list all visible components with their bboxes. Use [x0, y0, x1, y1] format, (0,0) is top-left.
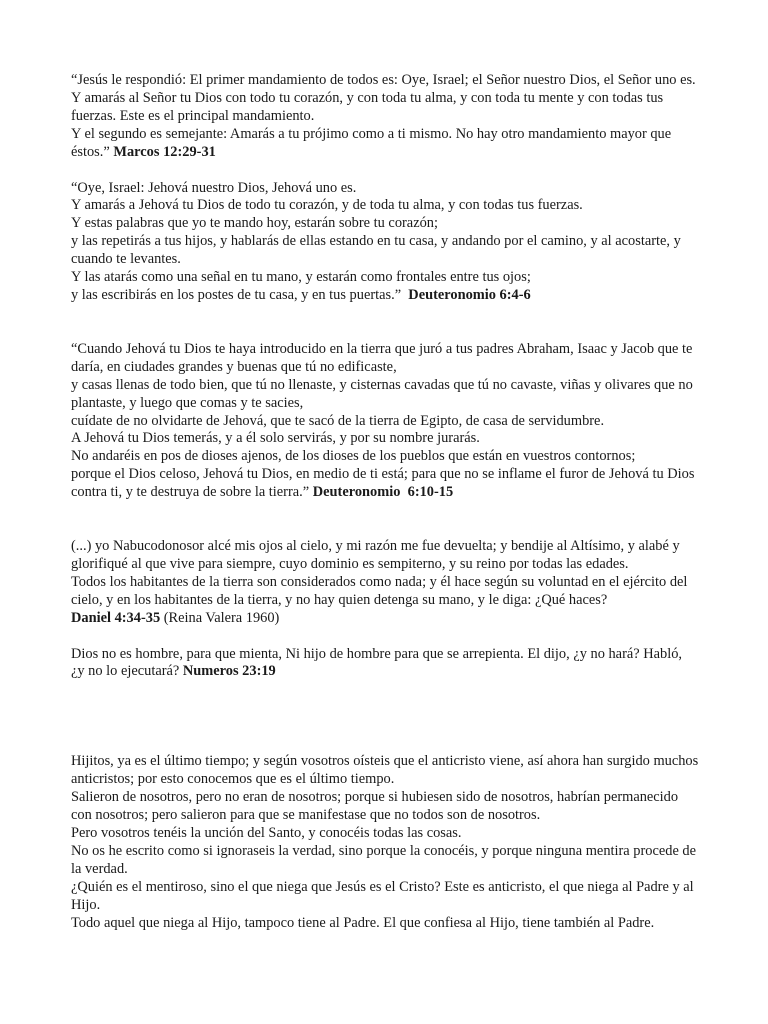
version-note: (Reina Valera 1960)	[160, 609, 280, 626]
passage-marcos	[71, 72, 699, 162]
verse-line	[71, 126, 699, 162]
verse-line: y las repetirás a tus hijos, y hablarás de ellas estando en tu casa, y andando por el camino, y al acostarte, y cuando te levantes.	[71, 233, 681, 268]
verse-line: Y amarás al Señor tu Dios con todo tu corazón, y con toda tu alma, y con toda tu mente y con todas tus fuerzas. Este es el principal mandamiento.	[71, 89, 664, 124]
verse-line: “Cuando Jehová tu Dios te haya introducido en la tierra que juró a tus padres Abraham, Isaac y Jacob que te daría, en ciudades grandes y buenas que tú no edificaste,	[71, 340, 693, 375]
verse-text: Y el segundo es semejante: Amarás a tu prójimo como a ti mismo. No hay otro mandamiento mayor que éstos.”	[71, 125, 672, 160]
passage-juan	[71, 753, 699, 932]
verse-line: No andaréis en pos de dioses ajenos, de los dioses de los pueblos que están en vuestros contornos;	[71, 448, 636, 465]
verse-line: Todos los habitantes de la tierra son considerados como nada; y él hace según su voluntad en el ejército del cielo, y en los habitantes de la tierra, y no hay quien detenga su mano, y le diga: ¿Qué haces?	[71, 573, 688, 608]
verse-line: Todo aquel que niega al Hijo, tampoco tiene al Padre. El que confiesa al Hijo, tiene también al Padre.	[71, 914, 655, 931]
passage-numeros	[71, 646, 699, 682]
verse-line	[71, 466, 699, 502]
verse-line	[71, 646, 699, 682]
verse-line: A Jehová tu Dios temerás, y a él solo servirás, y por su nombre jurarás.	[71, 430, 480, 447]
verse-line: No os he escrito como si ignoraseis la verdad, sino porque la conocéis, y porque ninguna mentira procede de la verdad.	[71, 842, 697, 877]
scripture-reference: Daniel 4:34-35	[71, 609, 161, 626]
verse-line: cuídate de no olvidarte de Jehová, que te sacó de la tierra de Egipto, de casa de servidumbre.	[71, 412, 605, 429]
verse-line: (...) yo Nabucodonosor alcé mis ojos al cielo, y mi razón me fue devuelta; y bendije al Altísimo, y alabé y glorifiqué al que vive para siempre, cuyo dominio es sempiterno, y su reino por todas las edades.	[71, 538, 680, 572]
verse-line: Pero vosotros tenéis la unción del Santo, y conocéis todas las cosas.	[71, 825, 462, 841]
passage-deuteronomio-6-4	[71, 180, 699, 305]
verse-line: Salieron de nosotros, pero no eran de nosotros; porque si hubiesen sido de nosotros, habrían permanecido con nosotros; pero salieron para que se manifestase que no todos son de nosotros.	[71, 789, 679, 824]
verse-line: Hijitos, ya es el último tiempo; y según vosotros oísteis que el anticristo viene, así ahora han surgido muchos anticristos; por esto conocemos que es el último tiempo.	[71, 753, 699, 788]
verse-line: Y las atarás como una señal en tu mano, y estarán como frontales entre tus ojos;	[71, 269, 531, 286]
verse-text: porque el Dios celoso, Jehová tu Dios, en medio de ti está; para que no se inflame el furor de Jehová tu Dios contra ti, y te destruya de sobre la tierra.”	[71, 466, 695, 501]
scripture-reference: Deuteronomio 6:4-6	[408, 286, 531, 303]
verse-line: “Oye, Israel: Jehová nuestro Dios, Jehová uno es.	[71, 179, 357, 196]
document-page	[71, 72, 699, 932]
verse-line: “Jesús le respondió: El primer mandamiento de todos es: Oye, Israel; el Señor nuestro Dios, el Señor uno es.	[71, 72, 696, 88]
verse-line	[71, 287, 699, 305]
scripture-reference: Deuteronomio 6:10-15	[312, 484, 454, 501]
verse-line: ¿Quién es el mentiroso, sino el que niega que Jesús es el Cristo? Este es anticristo, el que niega al Padre y al Hijo.	[71, 878, 694, 913]
scripture-reference: Numeros 23:19	[182, 663, 276, 680]
verse-text: y las escribirás en los postes de tu casa, y en tus puertas.”	[71, 286, 402, 303]
verse-line	[71, 610, 699, 628]
verse-line: Y amarás a Jehová tu Dios de todo tu corazón, y de toda tu alma, y con todas tus fuerzas.	[71, 197, 583, 214]
verse-text: Dios no es hombre, para que mienta, Ni hijo de hombre para que se arrepienta. El dijo, ¿y no hará? Habló, ¿y no lo ejecutará?	[71, 645, 682, 680]
verse-line: y casas llenas de todo bien, que tú no llenaste, y cisternas cavadas que tú no cavaste, viñas y olivares que no plantaste, y luego que comas y te sacies,	[71, 376, 693, 411]
scripture-reference: Marcos 12:29-31	[113, 143, 216, 160]
passage-daniel	[71, 538, 699, 628]
verse-line: Y estas palabras que yo te mando hoy, estarán sobre tu corazón;	[71, 215, 438, 232]
passage-deuteronomio-6-10	[71, 341, 699, 502]
